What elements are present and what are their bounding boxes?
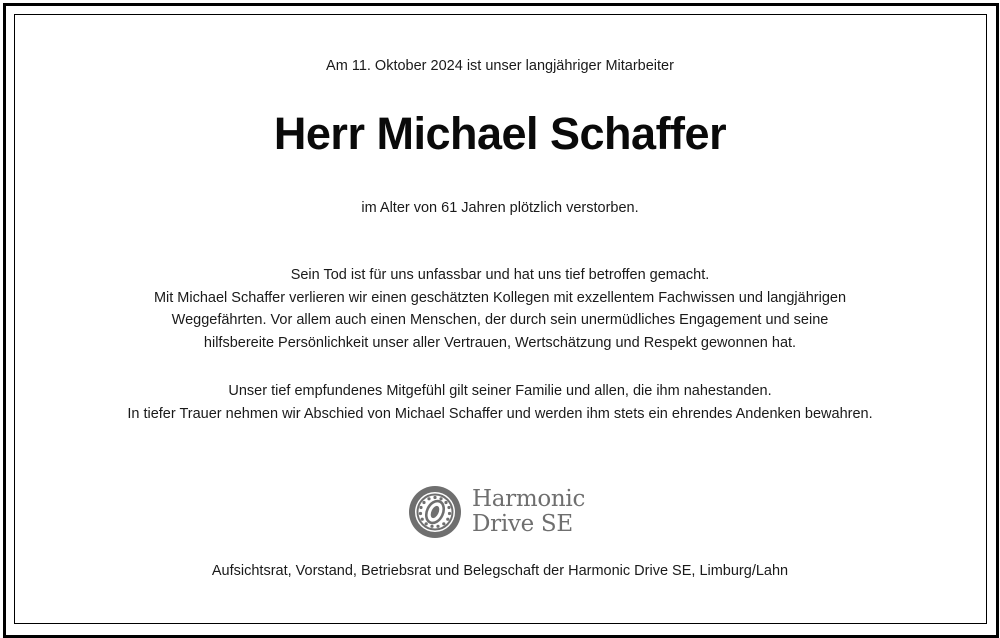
- deceased-name: Herr Michael Schaffer: [273, 108, 727, 159]
- intro-text: Am 11. Oktober 2024 ist unser langjähriger Mitarbeiter: [326, 58, 674, 74]
- paragraph-line: Mit Michael Schaffer verlieren wir einen geschätzten Kollegen mit exzellentem Fachwissen und langjährigen: [153, 289, 847, 306]
- paragraph-line: Weggefährten. Vor allem auch einen Menschen, der durch sein unermüdliches Engagement und seine: [171, 312, 829, 328]
- signature-line: Aufsichtsrat, Vorstand, Betriebsrat und Belegschaft der Harmonic Drive SE, Limburg/Lahn: [211, 563, 789, 579]
- paragraph-line: In tiefer Trauer nehmen wir Abschied von Michael Schaffer und werden ihm stets ein ehrendes Andenken bewahren.: [127, 405, 873, 422]
- harmonic-drive-gear-icon: [408, 485, 462, 539]
- paragraph-condolence: [0, 264, 1000, 354]
- logo-wordmark: [472, 487, 585, 537]
- paragraph-sympathy: [0, 380, 1000, 425]
- age-line: im Alter von 61 Jahren plötzlich verstorben.: [361, 200, 639, 216]
- company-logo: [408, 484, 585, 540]
- paragraph-line: Sein Tod ist für uns unfassbar und hat uns tief betroffen gemacht.: [290, 267, 710, 283]
- paragraph-line: Unser tief empfundenes Mitgefühl gilt seiner Familie und allen, die ihm nahestanden.: [228, 383, 772, 399]
- paragraph-line: hilfsbereite Persönlichkeit unser aller Vertrauen, Wertschätzung und Respekt gewonnen hat.: [203, 334, 797, 351]
- logo-line-2: Drive SE: [472, 511, 573, 537]
- logo-line-1: Harmonic: [472, 486, 586, 512]
